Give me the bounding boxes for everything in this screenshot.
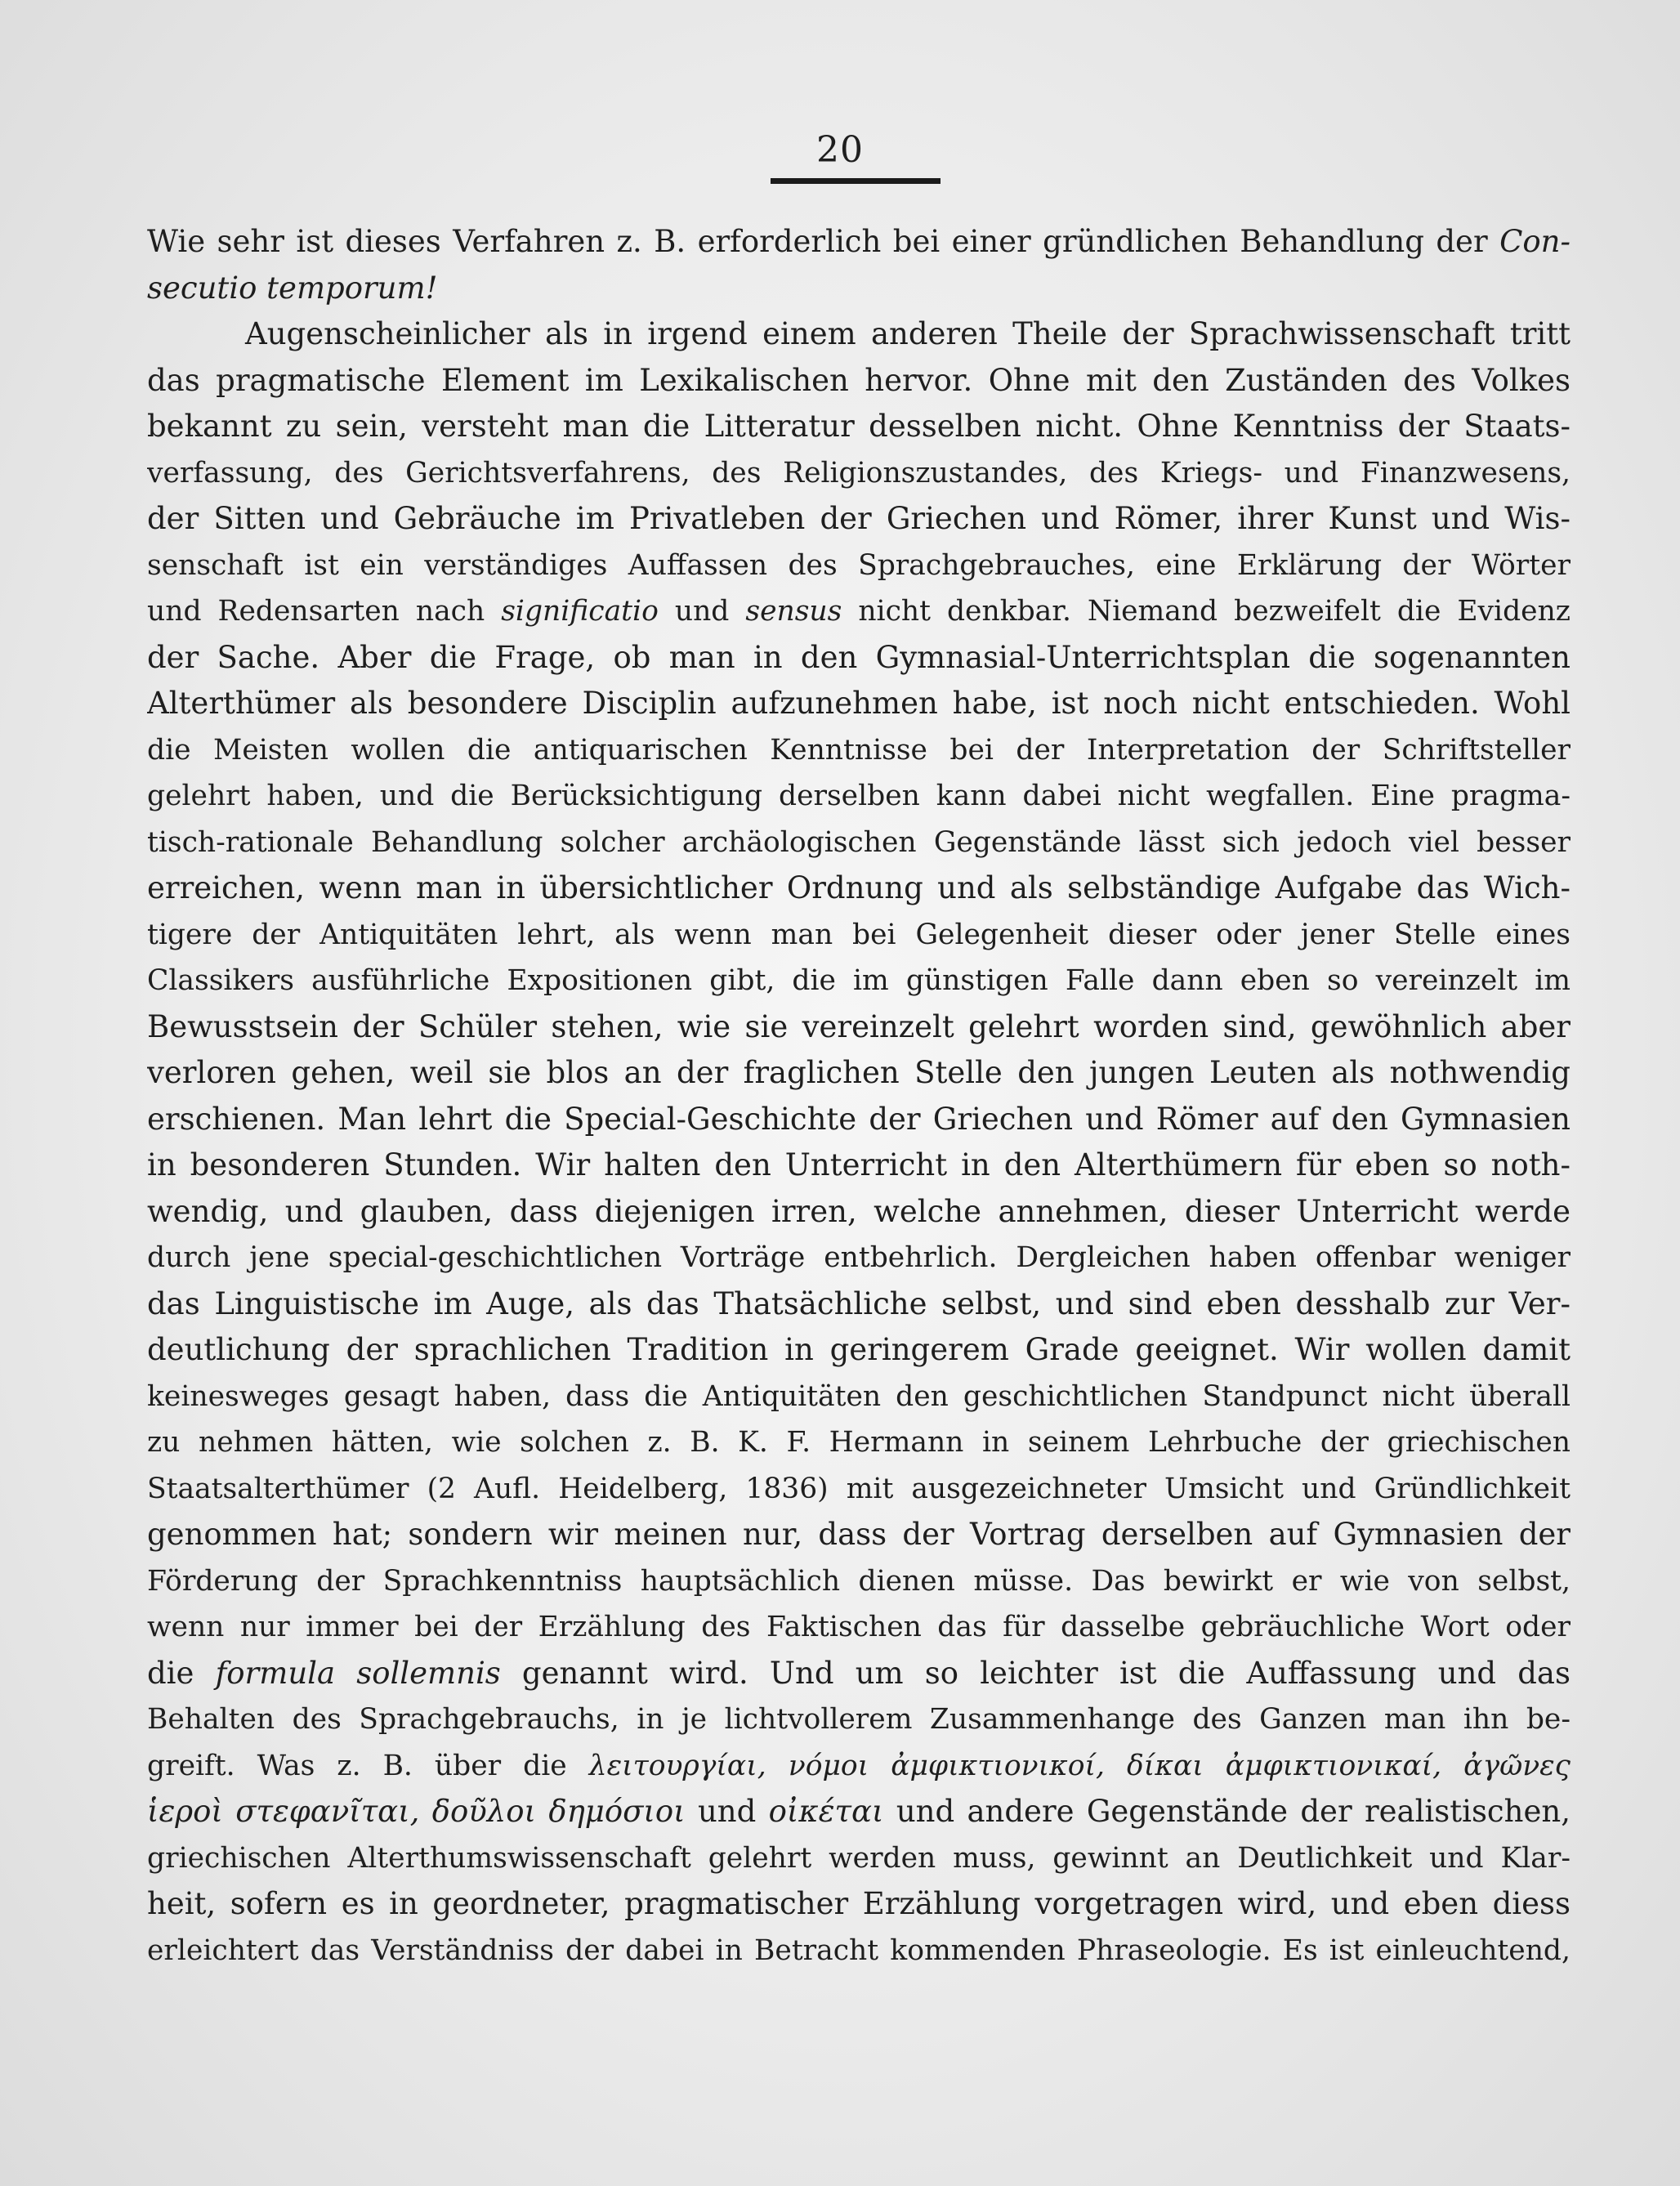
text-line [147, 588, 1571, 635]
text-line [147, 1281, 1571, 1328]
text-run: Augenscheinlicher als in irgend einem anderen Theile der Sprachwissenschaft tritt [245, 316, 1571, 351]
text-line [147, 1097, 1571, 1143]
text-line [147, 496, 1571, 543]
text-line [147, 1835, 1571, 1882]
italic-term: secutio temporum! [147, 270, 438, 306]
header-rule [771, 178, 941, 184]
text-run: in besonderen Stunden. Wir halten den Unterricht in den Alterthümern für eben so noth- [147, 1147, 1571, 1182]
text-line [147, 1696, 1571, 1743]
text-run: durch jene special-geschichtlichen Vorträge entbehrlich. Dergleichen haben offenbar weniger [147, 1241, 1571, 1274]
text-run: gelehrt haben, und die Berücksichtigung derselben kann dabei nicht wegfallen. Eine pragma- [147, 780, 1571, 812]
text-line [147, 865, 1571, 912]
text-line [147, 1512, 1571, 1558]
text-run: keinesweges gesagt haben, dass die Antiquitäten den geschichtlichen Standpunct nicht überall [147, 1379, 1571, 1413]
text-run: Classikers ausführliche Expositionen gibt, die im günstigen Falle dann eben so vereinzelt im [147, 964, 1571, 997]
text-line [147, 1789, 1571, 1835]
text-line [147, 543, 1571, 589]
text-line [147, 958, 1571, 1004]
text-line [147, 1142, 1571, 1189]
text-run: Wie sehr ist dieses Verfahren z. B. erforderlich bei einer gründlichen Behandlung der [147, 224, 1500, 259]
text-run: das pragmatische Element im Lexikalischen hervor. Ohne mit den Zuständen des Volkes [147, 362, 1571, 398]
text-run: und Redensarten nach [147, 595, 502, 628]
text-run: Bewusstsein der Schüler stehen, wie sie vereinzelt gelehrt worden sind, gewöhnlich aber [147, 1008, 1571, 1044]
italic-term: sensus [745, 595, 842, 628]
italic-term: formula sollemnis [215, 1655, 501, 1691]
text-line [147, 820, 1571, 866]
text-line [147, 1466, 1571, 1513]
body-text [147, 219, 1571, 1974]
text-run: greift. Was z. B. über die [147, 1749, 589, 1782]
text-run: bekannt zu sein, versteht man die Litteratur desselben nicht. Ohne Kenntniss der Staats- [147, 409, 1571, 444]
text-run: erschienen. Man lehrt die Special-Geschichte der Griechen und Römer auf den Gymnasien [147, 1101, 1571, 1137]
text-run: senschaft ist ein verständiges Auffassen des Sprachgebrauches, eine Erklärung der Wörter [147, 548, 1571, 582]
text-run: tisch-rationale Behandlung solcher archäologischen Gegenstände lässt sich jedoch viel besser [147, 825, 1571, 859]
text-run: die [147, 1655, 216, 1691]
text-run: erreichen, wenn man in übersichtlicher Ordnung und als selbständige Aufgabe das Wich- [147, 870, 1571, 905]
text-line [147, 1374, 1571, 1420]
text-run: genannt wird. Und um so leichter ist die Auffassung und das [500, 1655, 1571, 1691]
text-line [147, 1327, 1571, 1374]
text-line [147, 311, 1571, 358]
text-run: Behalten des Sprachgebrauchs, in je lichtvollerem Zusammenhange des Ganzen man ihn be- [147, 1703, 1571, 1736]
text-run: verloren gehen, weil sie blos an der fraglichen Stelle den jungen Leuten als nothwendig [147, 1055, 1571, 1090]
text-run: genommen hat; sondern wir meinen nur, dass der Vortrag derselben auf Gymnasien der [147, 1517, 1571, 1552]
text-run: heit, sofern es in geordneter, pragmatischer Erzählung vorgetragen wird, und eben diess [147, 1886, 1571, 1921]
text-line [147, 1604, 1571, 1651]
text-line [147, 727, 1571, 774]
text-run: zu nehmen hätten, wie solchen z. B. K. F. Hermann in seinem Lehrbuche der griechischen [147, 1426, 1571, 1459]
text-run: tigere der Antiquitäten lehrt, als wenn man bei Gelegenheit dieser oder jener Stelle eines [147, 918, 1571, 951]
text-run: und [685, 1794, 769, 1829]
text-run: Alterthümer als besondere Disciplin aufzunehmen habe, ist noch nicht entschieden. Wohl [147, 686, 1571, 721]
text-line [147, 219, 1571, 266]
text-line [147, 912, 1571, 959]
greek-term: ἱεροὶ στεφανῖται, δοῦλοι δημόσιοι [147, 1794, 686, 1829]
text-line [147, 1651, 1571, 1697]
text-run: griechischen Alterthumswissenschaft gelehrt werden muss, gewinnt an Deutlichkeit und Klar- [147, 1841, 1571, 1875]
text-line [147, 1050, 1571, 1097]
text-run: die Meisten wollen die antiquarischen Kenntnisse bei der Interpretation der Schriftsteller [147, 733, 1571, 767]
greek-term: λειτουργίαι, νόμοι ἀμφικτιονικοί, δίκαι ἀμφικτιονικαί, ἀγῶνες [588, 1749, 1571, 1782]
text-line [147, 404, 1571, 450]
text-run: der Sache. Aber die Frage, ob man in den Gymnasial-Unterrichtsplan die sogenannten [147, 639, 1571, 675]
text-line [147, 1743, 1571, 1790]
text-line [147, 1235, 1571, 1281]
text-line [147, 773, 1571, 820]
text-run: verfassung, des Gerichtsverfahrens, des Religionszustandes, des Kriegs- und Finanzwesens, [147, 456, 1571, 490]
text-line [147, 1419, 1571, 1466]
text-line [147, 635, 1571, 682]
page-number: 20 [816, 129, 864, 171]
italic-term: significatio [501, 595, 659, 628]
text-line [147, 1558, 1571, 1605]
text-run: deutlichung der sprachlichen Tradition in geringerem Grade geeignet. Wir wollen damit [147, 1332, 1571, 1367]
text-line [147, 1004, 1571, 1051]
text-line [147, 1928, 1571, 1974]
text-run: nicht denkbar. Niemand bezweifelt die Evidenz [842, 595, 1571, 628]
text-run: der Sitten und Gebräuche im Privatleben der Griechen und Römer, ihrer Kunst und Wis- [147, 501, 1571, 536]
text-run: und [658, 595, 746, 628]
text-run: und andere Gegenstände der realistischen, [883, 1794, 1571, 1829]
text-run: erleichtert das Verständniss der dabei in Betracht kommenden Phraseologie. Es ist einleuchtend, [147, 1933, 1571, 1967]
text-line [147, 450, 1571, 497]
text-run: wendig, und glauben, dass diejenigen irren, welche annehmen, dieser Unterricht werde [147, 1193, 1571, 1229]
greek-term: οἰκέται [768, 1794, 884, 1829]
text-line [147, 1881, 1571, 1928]
text-run: Förderung der Sprachkenntniss hauptsächlich dienen müsse. Das bewirkt er wie von selbst, [147, 1564, 1571, 1598]
text-run: das Linguistische im Auge, als das Thatsächliche selbst, und sind eben desshalb zur Ver- [147, 1285, 1571, 1321]
text-run: Staatsalterthümer (2 Aufl. Heidelberg, 1836) mit ausgezeichneter Umsicht und Gründlichkeit [147, 1472, 1571, 1505]
text-run: wenn nur immer bei der Erzählung des Faktischen das für dasselbe gebräuchliche Wort oder [147, 1611, 1571, 1643]
text-line [147, 266, 1571, 312]
text-line [147, 681, 1571, 727]
text-line [147, 1189, 1571, 1236]
text-line [147, 358, 1571, 405]
italic-term: Con- [1499, 224, 1571, 259]
